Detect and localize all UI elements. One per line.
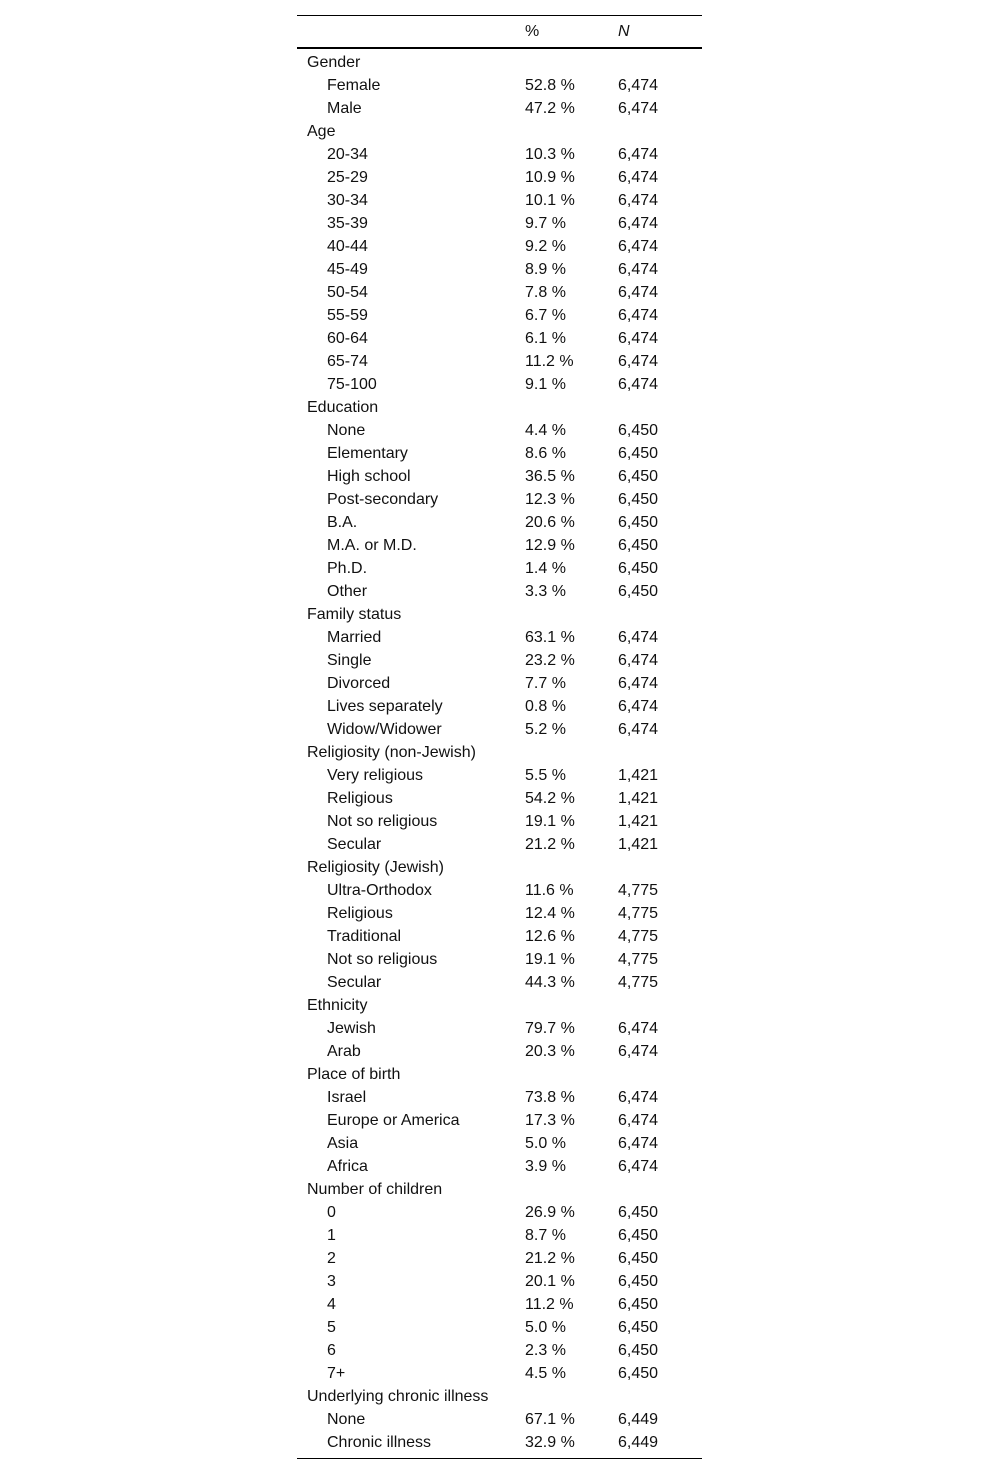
row-n: 6,474 — [618, 146, 659, 163]
row-percent: 32.9 % — [525, 1434, 575, 1451]
row-n: 6,450 — [618, 1227, 659, 1244]
table-row — [297, 718, 702, 741]
table-row — [297, 1201, 702, 1224]
category-row-underlying-chronic-illness — [297, 1385, 702, 1408]
row-percent: 12.3 % — [525, 491, 575, 508]
row-label: Married — [327, 629, 382, 646]
category-row-gender — [297, 48, 702, 74]
row-percent: 2.3 % — [525, 1342, 566, 1359]
row-label: Secular — [327, 836, 382, 853]
row-n: 6,474 — [618, 1020, 659, 1037]
row-n: 6,474 — [618, 675, 659, 692]
category-empty-cell — [525, 603, 618, 626]
row-percent: 9.7 % — [525, 215, 566, 232]
table-row — [297, 1109, 702, 1132]
row-label: Not so religious — [327, 813, 438, 830]
row-label: High school — [327, 468, 411, 485]
row-percent: 11.2 % — [525, 353, 574, 370]
row-percent: 20.3 % — [525, 1043, 575, 1060]
row-n: 6,474 — [618, 307, 659, 324]
table-row — [297, 465, 702, 488]
table-row — [297, 97, 702, 120]
table-row — [297, 327, 702, 350]
table-row — [297, 534, 702, 557]
row-label: Religious — [327, 905, 393, 922]
row-n: 6,474 — [618, 261, 659, 278]
row-percent: 19.1 % — [525, 951, 575, 968]
demographics-table-container — [297, 15, 702, 1459]
row-n: 6,474 — [618, 1043, 659, 1060]
category-empty-cell — [525, 856, 618, 879]
row-label: Arab — [327, 1043, 361, 1060]
table-row — [297, 902, 702, 925]
table-row — [297, 580, 702, 603]
row-percent: 9.2 % — [525, 238, 566, 255]
table-row — [297, 1293, 702, 1316]
row-label: None — [327, 1411, 366, 1428]
row-label: Asia — [327, 1135, 359, 1152]
row-label: Africa — [327, 1158, 368, 1175]
row-percent: 67.1 % — [525, 1411, 575, 1428]
header-label — [297, 16, 525, 49]
category-empty-cell — [525, 120, 618, 143]
row-label: Europe or America — [327, 1112, 460, 1129]
category-label: Gender — [307, 54, 361, 71]
row-label: Single — [327, 652, 372, 669]
category-empty-cell — [525, 1385, 618, 1408]
row-percent: 7.8 % — [525, 284, 566, 301]
category-empty-cell — [618, 603, 702, 626]
row-percent: 8.7 % — [525, 1227, 566, 1244]
row-label: Ph.D. — [327, 560, 368, 577]
row-n: 4,775 — [618, 974, 659, 991]
table-row — [297, 281, 702, 304]
row-label: 1 — [327, 1227, 336, 1244]
row-n: 6,450 — [618, 1296, 659, 1313]
row-n: 6,474 — [618, 376, 659, 393]
row-label: Very religious — [327, 767, 424, 784]
category-row-education — [297, 396, 702, 419]
category-empty-cell — [618, 1385, 702, 1408]
row-n: 6,450 — [618, 1342, 659, 1359]
category-empty-cell — [618, 856, 702, 879]
row-n: 6,450 — [618, 1319, 659, 1336]
row-percent: 5.0 % — [525, 1319, 566, 1336]
category-row-age — [297, 120, 702, 143]
table-row — [297, 948, 702, 971]
table-row — [297, 1339, 702, 1362]
category-empty-cell — [525, 994, 618, 1017]
row-percent: 12.6 % — [525, 928, 575, 945]
table-row — [297, 1086, 702, 1109]
row-percent: 11.2 % — [525, 1296, 574, 1313]
category-empty-cell — [525, 1063, 618, 1086]
row-percent: 52.8 % — [525, 77, 575, 94]
category-empty-cell — [618, 120, 702, 143]
category-label: Underlying chronic illness — [307, 1388, 489, 1405]
row-n: 6,450 — [618, 468, 659, 485]
table-row — [297, 442, 702, 465]
row-n: 6,474 — [618, 1089, 659, 1106]
table-row — [297, 925, 702, 948]
category-empty-cell — [525, 396, 618, 419]
category-label: Place of birth — [307, 1066, 401, 1083]
row-percent: 6.1 % — [525, 330, 566, 347]
row-label: 25-29 — [327, 169, 368, 186]
table-row — [297, 1316, 702, 1339]
row-n: 4,775 — [618, 905, 659, 922]
table-row — [297, 695, 702, 718]
row-percent: 3.3 % — [525, 583, 566, 600]
row-n: 6,474 — [618, 215, 659, 232]
row-percent: 19.1 % — [525, 813, 575, 830]
row-percent: 26.9 % — [525, 1204, 575, 1221]
row-percent: 12.9 % — [525, 537, 575, 554]
category-empty-cell — [618, 994, 702, 1017]
category-row-religiosity-non-jewish — [297, 741, 702, 764]
table-row — [297, 350, 702, 373]
header-percent: % — [525, 22, 540, 40]
table-row — [297, 810, 702, 833]
row-n: 6,474 — [618, 1135, 659, 1152]
row-n: 4,775 — [618, 951, 659, 968]
table-row — [297, 189, 702, 212]
table-row — [297, 833, 702, 856]
category-empty-cell — [618, 48, 702, 74]
category-empty-cell — [618, 396, 702, 419]
row-n: 4,775 — [618, 928, 659, 945]
row-percent: 47.2 % — [525, 100, 575, 117]
category-empty-cell — [618, 1063, 702, 1086]
row-percent: 5.5 % — [525, 767, 566, 784]
row-n: 6,450 — [618, 560, 659, 577]
row-label: Lives separately — [327, 698, 443, 715]
row-n: 6,474 — [618, 192, 659, 209]
table-row — [297, 212, 702, 235]
row-label: Religious — [327, 790, 393, 807]
row-percent: 44.3 % — [525, 974, 575, 991]
row-label: 3 — [327, 1273, 336, 1290]
row-label: 4 — [327, 1296, 336, 1313]
table-row — [297, 235, 702, 258]
row-label: 2 — [327, 1250, 336, 1267]
table-row — [297, 1040, 702, 1063]
table-row — [297, 626, 702, 649]
row-n: 6,450 — [618, 491, 659, 508]
row-label: Other — [327, 583, 368, 600]
row-label: Post-secondary — [327, 491, 439, 508]
table-row — [297, 879, 702, 902]
row-label: M.A. or M.D. — [327, 537, 417, 554]
row-percent: 8.9 % — [525, 261, 566, 278]
row-percent: 4.4 % — [525, 422, 566, 439]
row-n: 6,449 — [618, 1434, 659, 1451]
row-n: 6,450 — [618, 583, 659, 600]
category-label: Age — [307, 123, 336, 140]
table-row — [297, 74, 702, 97]
row-n: 6,474 — [618, 353, 659, 370]
row-label: 50-54 — [327, 284, 368, 301]
row-label: 60-64 — [327, 330, 368, 347]
row-label: 45-49 — [327, 261, 368, 278]
row-n: 6,474 — [618, 169, 659, 186]
table-header — [297, 16, 702, 49]
category-row-ethnicity — [297, 994, 702, 1017]
row-n: 6,474 — [618, 100, 659, 117]
row-n: 6,474 — [618, 1158, 659, 1175]
row-n: 6,474 — [618, 698, 659, 715]
table-row — [297, 419, 702, 442]
row-percent: 12.4 % — [525, 905, 575, 922]
table-row — [297, 1132, 702, 1155]
row-label: None — [327, 422, 366, 439]
row-n: 6,450 — [618, 1204, 659, 1221]
row-n: 1,421 — [618, 790, 659, 807]
row-percent: 21.2 % — [525, 1250, 575, 1267]
row-percent: 6.7 % — [525, 307, 566, 324]
row-n: 6,450 — [618, 514, 659, 531]
row-percent: 11.6 % — [525, 882, 574, 899]
row-label: 6 — [327, 1342, 336, 1359]
row-label: Male — [327, 100, 362, 117]
row-label: Female — [327, 77, 381, 94]
table-row — [297, 1247, 702, 1270]
row-label: 40-44 — [327, 238, 368, 255]
row-n: 6,450 — [618, 1365, 659, 1382]
row-label: Widow/Widower — [327, 721, 442, 738]
row-label: 30-34 — [327, 192, 368, 209]
table-row — [297, 1155, 702, 1178]
row-label: 0 — [327, 1204, 336, 1221]
category-label: Education — [307, 399, 379, 416]
category-label: Religiosity (non-Jewish) — [307, 744, 476, 761]
table-row — [297, 1408, 702, 1431]
row-label: 35-39 — [327, 215, 368, 232]
row-n: 6,474 — [618, 652, 659, 669]
row-label: Divorced — [327, 675, 391, 692]
row-percent: 8.6 % — [525, 445, 566, 462]
category-row-place-of-birth — [297, 1063, 702, 1086]
row-percent: 10.1 % — [525, 192, 575, 209]
category-row-religiosity-jewish — [297, 856, 702, 879]
table-row — [297, 1270, 702, 1293]
row-label: Chronic illness — [327, 1434, 432, 1451]
header-row — [297, 16, 702, 49]
category-label: Religiosity (Jewish) — [307, 859, 444, 876]
row-percent: 1.4 % — [525, 560, 566, 577]
table-row — [297, 672, 702, 695]
row-percent: 79.7 % — [525, 1020, 575, 1037]
row-label: 55-59 — [327, 307, 368, 324]
category-label: Ethnicity — [307, 997, 368, 1014]
row-percent: 73.8 % — [525, 1089, 575, 1106]
row-label: Israel — [327, 1089, 367, 1106]
row-label: Secular — [327, 974, 382, 991]
table-row — [297, 787, 702, 810]
table-row — [297, 258, 702, 281]
row-label: B.A. — [327, 514, 358, 531]
row-n: 6,450 — [618, 445, 659, 462]
row-label: 20-34 — [327, 146, 368, 163]
row-percent: 20.6 % — [525, 514, 575, 531]
row-n: 1,421 — [618, 836, 659, 853]
row-n: 6,450 — [618, 422, 659, 439]
category-row-family-status — [297, 603, 702, 626]
row-percent: 20.1 % — [525, 1273, 575, 1290]
row-n: 1,421 — [618, 767, 659, 784]
row-percent: 10.3 % — [525, 146, 575, 163]
category-empty-cell — [618, 741, 702, 764]
table-row — [297, 971, 702, 994]
table-row — [297, 764, 702, 787]
row-n: 4,775 — [618, 882, 659, 899]
row-n: 6,474 — [618, 721, 659, 738]
category-empty-cell — [525, 48, 618, 74]
table-row — [297, 1431, 702, 1459]
category-empty-cell — [618, 1178, 702, 1201]
table-row — [297, 649, 702, 672]
table-row — [297, 166, 702, 189]
table-row — [297, 143, 702, 166]
row-percent: 3.9 % — [525, 1158, 566, 1175]
row-label: 75-100 — [327, 376, 377, 393]
row-percent: 21.2 % — [525, 836, 575, 853]
row-label: Not so religious — [327, 951, 438, 968]
row-n: 6,474 — [618, 284, 659, 301]
row-n: 1,421 — [618, 813, 659, 830]
demographics-table — [297, 15, 702, 1459]
row-n: 6,450 — [618, 1273, 659, 1290]
row-n: 6,450 — [618, 1250, 659, 1267]
table-row — [297, 511, 702, 534]
row-n: 6,474 — [618, 629, 659, 646]
row-label: Elementary — [327, 445, 408, 462]
row-percent: 4.5 % — [525, 1365, 566, 1382]
table-body — [297, 48, 702, 1459]
category-row-number-of-children — [297, 1178, 702, 1201]
row-label: Jewish — [327, 1020, 376, 1037]
row-label: Traditional — [327, 928, 402, 945]
table-row — [297, 488, 702, 511]
table-row — [297, 1017, 702, 1040]
row-percent: 5.0 % — [525, 1135, 566, 1152]
row-percent: 5.2 % — [525, 721, 566, 738]
category-empty-cell — [525, 1178, 618, 1201]
row-percent: 54.2 % — [525, 790, 575, 807]
row-percent: 17.3 % — [525, 1112, 575, 1129]
row-n: 6,474 — [618, 77, 659, 94]
table-row — [297, 1362, 702, 1385]
row-n: 6,449 — [618, 1411, 659, 1428]
row-n: 6,450 — [618, 537, 659, 554]
row-n: 6,474 — [618, 330, 659, 347]
table-row — [297, 373, 702, 396]
row-label: 7+ — [327, 1365, 346, 1382]
row-percent: 0.8 % — [525, 698, 566, 715]
row-percent: 63.1 % — [525, 629, 575, 646]
row-n: 6,474 — [618, 238, 659, 255]
row-percent: 9.1 % — [525, 376, 566, 393]
row-n: 6,474 — [618, 1112, 659, 1129]
header-n: N — [618, 22, 630, 40]
row-percent: 23.2 % — [525, 652, 575, 669]
table-row — [297, 1224, 702, 1247]
row-label: 5 — [327, 1319, 336, 1336]
row-label: 65-74 — [327, 353, 368, 370]
table-row — [297, 557, 702, 580]
category-label: Number of children — [307, 1181, 443, 1198]
row-percent: 10.9 % — [525, 169, 575, 186]
table-row — [297, 304, 702, 327]
row-percent: 7.7 % — [525, 675, 566, 692]
category-label: Family status — [307, 606, 402, 623]
row-label: Ultra-Orthodox — [327, 882, 432, 899]
row-percent: 36.5 % — [525, 468, 575, 485]
category-empty-cell — [525, 741, 618, 764]
